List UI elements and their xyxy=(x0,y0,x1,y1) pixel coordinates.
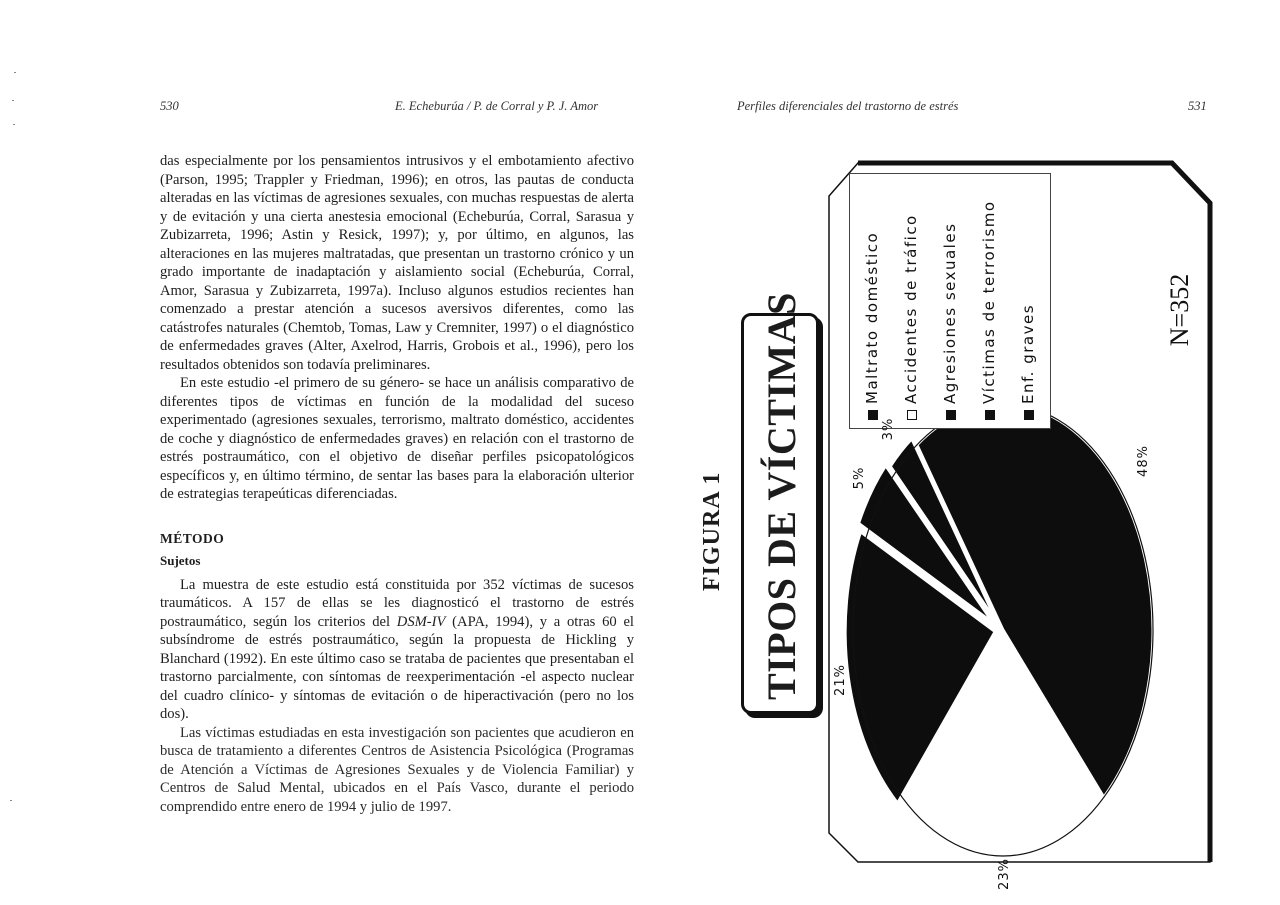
scan-speck xyxy=(10,800,12,801)
legend-label: Maltrato doméstico xyxy=(863,231,881,404)
scan-speck xyxy=(12,100,14,101)
paragraph-3-part-a: La muestra de este estudio está constituida por 352 víctimas de sucesos traumáticos. A 157 de ellas se les diagnosticó el trastorno de estrés postraumático, según los criterios del xyxy=(160,576,634,630)
legend-item-enf-graves xyxy=(1018,180,1038,420)
legend-swatch xyxy=(868,410,878,420)
paragraph-3-part-b: (APA, 1994), y a otras 60 el subsíndrome de estrés postraumático, según la propuesta de Hickling y Blanchard (1992). En este último caso se trataba de pacientes que presentaban el trastorno parcialmente, con síntomas de reexperimentación -el aspecto nuclear del cuadro clínico- y síntomas de evitación o de hiperactivación (pero no los dos). xyxy=(160,613,634,722)
legend-item-maltrato-domestico xyxy=(862,180,882,420)
legend-label: Accidentes de tráfico xyxy=(902,214,920,404)
running-head-right: Perfiles diferenciales del trastorno de estrés xyxy=(737,99,959,113)
scan-speck xyxy=(13,124,15,125)
page-number-left: 530 xyxy=(160,99,179,113)
legend-swatch xyxy=(1024,410,1034,420)
subsection-heading: Sujetos xyxy=(160,553,201,568)
pct-label-enf-graves: 3% xyxy=(881,417,897,440)
legend-swatch xyxy=(946,410,956,420)
legend-label: Enf. graves xyxy=(1019,303,1037,404)
page-number-right: 531 xyxy=(1188,99,1207,113)
figure-label: FIGURA 1 xyxy=(699,471,725,591)
paragraph-4: Las víctimas estudiadas en esta investigación son pacientes que acudieron en busca de tratamiento a diferentes Centros de Asistencia Psicológica (Programas de Atención a Víctimas de Agresiones Sexuales y de Violencia Familiar) y Centros de Salud Mental, ubicados en el País Vasco, durante el periodo comprendido entre enero de 1994 y julio de 1997. xyxy=(160,724,634,815)
paragraph-1: das especialmente por los pensamientos intrusivos y el embotamiento afectivo (Parson, 1995; Trappler y Friedman, 1996); en otros, las pautas de conducta alteradas en las víctimas de agresiones sexuales, con muchas respuestas de alerta y de evitación y una cierta anestesia emocional (Echeburúa, Corral, Sarasua y Zubizarreta, 1996; Astin y Resick, 1997); y, por último, en algunos, las alteraciones en las mujeres maltratadas, que presentan un trastorno crónico y un grado importante de inadaptación y aislamiento social (Echeburúa, Corral, Amor, Sarasua y Zubizarreta, 1997a). Incluso algunos estudios recientes han comenzado a prestar atención a sucesos aversivos diferentes, como las catástrofes naturales (Chemtob, Tomas, Law y Cremniter, 1997) o el diagnóstico de enfermedades graves (Alter, Axelrod, Harris, Grobois et al., 1996), pero los resultados obtenidos son todavía preliminares. xyxy=(160,153,634,373)
legend-item-accidentes-de-trafico xyxy=(901,180,921,420)
legend-item-agresiones-sexuales xyxy=(940,180,960,420)
paragraph-2: En este estudio -el primero de su género- se hace un análisis comparativo de diferentes tipos de víctimas en función de la modalidad del suceso experimentado (agresiones sexuales, terrorismo, maltrato doméstico, accidentes de coche y diagnóstico de enfermedades graves) en relación con el trastorno de estrés postraumático, con el objetivo de diseñar perfiles psicopatológicos específicos y, en último término, de sentar las bases para la elaboración ulterior de estrategias terapeúticas diferenciadas. xyxy=(160,375,634,502)
n-label: N=352 xyxy=(1165,273,1194,347)
pie-chart xyxy=(845,404,1153,856)
section-heading: MÉTODO xyxy=(160,530,225,546)
legend-item-victimas-de-terrorismo xyxy=(979,180,999,420)
running-head-left: E. Echeburúa / P. de Corral y P. J. Amor xyxy=(395,99,599,113)
figure-title: TIPOS DE VÍCTIMAS xyxy=(759,292,804,700)
scan-speck xyxy=(14,72,16,73)
legend-label: Víctimas de terrorismo xyxy=(980,200,998,404)
pct-label-victimas-de-terrorismo: 5% xyxy=(851,466,867,489)
legend-swatch xyxy=(985,410,995,420)
pct-label-agresiones-sexuales: 21% xyxy=(833,664,849,696)
legend-label: Agresiones sexuales xyxy=(941,222,959,404)
pct-label-accidentes-de-trafico: 23% xyxy=(997,858,1013,890)
paragraph-3-italic: DSM-IV xyxy=(396,613,446,630)
legend-swatch xyxy=(907,410,917,420)
pct-label-maltrato-domestico: 48% xyxy=(1135,444,1151,477)
